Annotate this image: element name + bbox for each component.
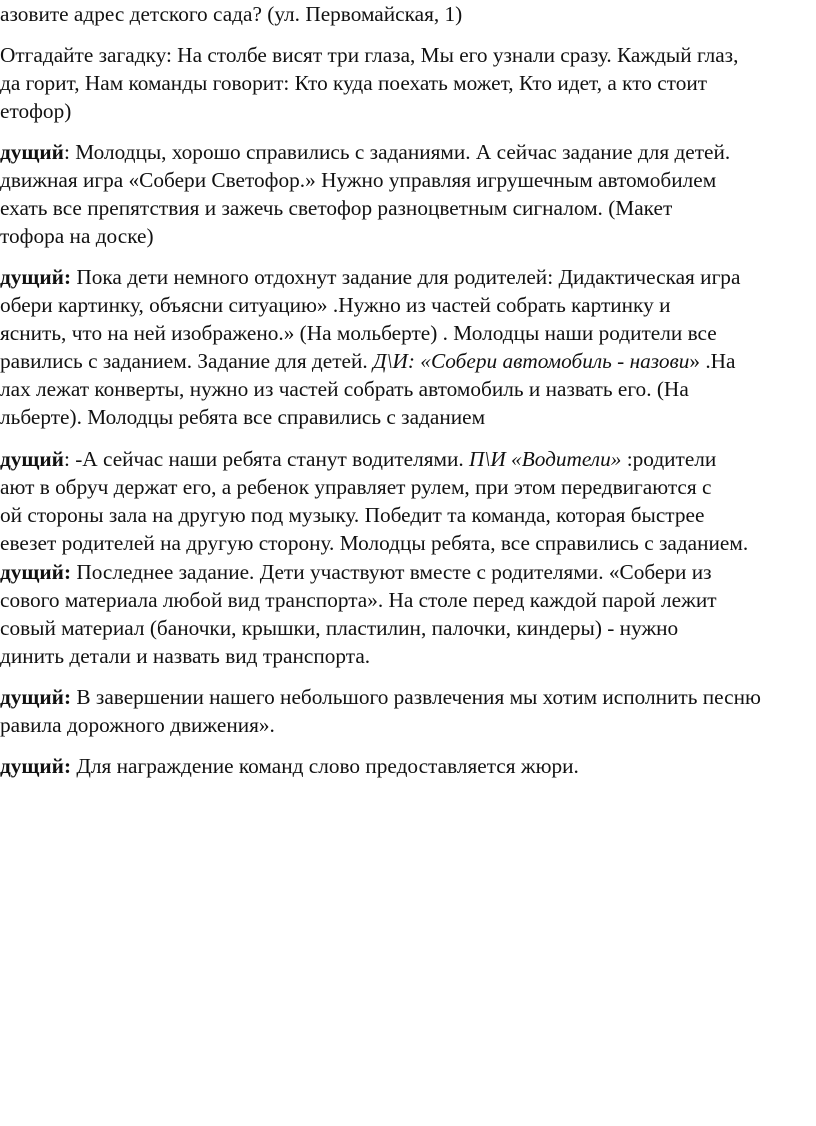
text-line [0,615,678,642]
text-line [0,474,711,501]
text-line [0,70,707,97]
text-run: равились с заданием. Задание для детей. [0,349,374,373]
text-run: ой стороны зала на другую под музыку. Победит та команда, которая быстрее [0,503,705,527]
text-run: сового материала любой вид транспорта». На столе перед каждой парой лежит [0,588,717,612]
text-run: совый материал (баночки, крышки, пластилин, палочки, киндеры) - нужно [0,616,679,640]
text-line [0,292,670,319]
text-run: азовите адрес детского сада? (ул. Первомайская, 1) [0,2,463,26]
speaker-label: дущий: [0,560,72,584]
speaker-label: дущий [0,447,64,471]
text-line [0,753,579,780]
text-line [0,223,154,250]
speaker-label: дущий: [0,265,72,289]
text-run: ают в обруч держат его, а ребенок управляет рулем, при этом передвигаются с [0,475,712,499]
text-run: евезет родителей на другую сторону. Молодцы ребята, все справились с заданием. [0,531,749,555]
text-run: » .На [689,349,736,373]
text-run: : -А сейчас наши ребята станут водителями. [63,447,470,471]
text-run: : Молодцы, хорошо справились с заданиями. А сейчас задание для детей. [63,140,731,164]
text-run: тофора на доске) [0,224,154,248]
text-run: равила дорожного движения». [0,713,275,737]
text-line [0,530,748,557]
text-line [0,643,370,670]
text-run: етофор) [0,99,72,123]
text-line [0,559,712,586]
text-run: Отгадайте загадку: На столбе висят три глаза, Мы его узнали сразу. Каждый глаз, [0,43,739,67]
text-line [0,502,704,529]
text-run: лах лежат конверты, нужно из частей собрать автомобиль и назвать его. (На [0,377,689,401]
text-line [0,684,761,711]
text-line [0,264,740,291]
text-run: да горит, Нам команды говорит: Кто куда поехать может, Кто идет, а кто стоит [0,71,708,95]
text-line [0,446,716,473]
speaker-label: дущий: [0,685,72,709]
speaker-label: дущий: [0,754,72,778]
text-run: яснить, что на ней изображено.» (На мольберте) . Молодцы наши родители все [0,321,717,345]
text-line [0,195,672,222]
text-line [0,1,462,28]
text-line [0,320,717,347]
text-run: обери картинку, объясни ситуацию» .Нужно из частей собрать картинку и [0,293,671,317]
text-run: Последнее задание. Дети участвуют вместе с родителями. «Собери из [71,560,712,584]
text-line [0,167,716,194]
text-line [0,376,689,403]
text-line [0,42,738,69]
text-line [0,404,485,431]
text-line [0,348,736,375]
text-line [0,587,717,614]
game-title: Д\И: «Собери автомобиль - назови [373,349,690,373]
text-run: динить детали и назвать вид транспорта. [0,644,371,668]
text-run: В завершении нашего небольшого развлечения мы хотим исполнить песню [71,685,761,709]
text-line [0,712,275,739]
text-run: :родители [621,447,717,471]
text-run: ехать все препятствия и зажечь светофор разноцветным сигналом. (Макет [0,196,673,220]
text-run: движная игра «Собери Светофор.» Нужно управляя игрушечным автомобилем [0,168,717,192]
speaker-label: дущий [0,140,64,164]
text-run: Пока дети немного отдохнут задание для родителей: Дидактическая игра [71,265,741,289]
text-run: льберте). Молодцы ребята все справились с заданием [0,405,486,429]
game-title: П\И «Водители» [469,447,622,471]
text-run: Для награждение команд слово предоставляется жюри. [71,754,579,778]
text-line [0,139,730,166]
text-line [0,98,71,125]
